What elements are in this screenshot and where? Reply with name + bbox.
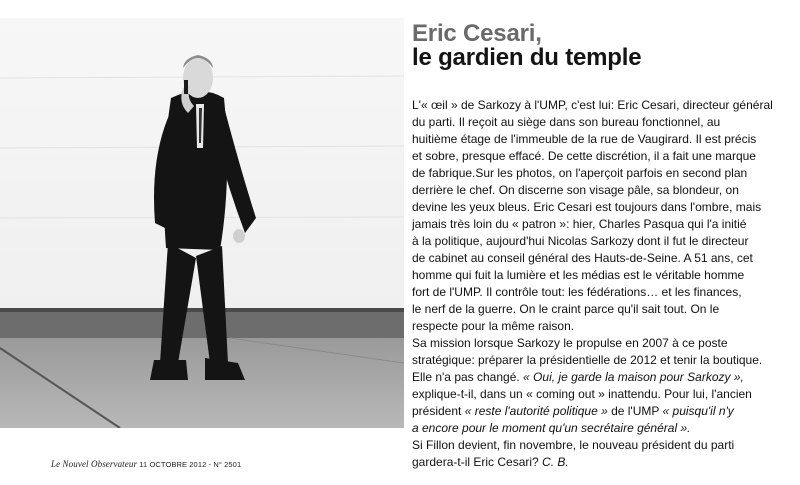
body-line: le nerf de la guerre. On le craint parce qu'il sait tout. On le — [412, 302, 720, 316]
body-line: et sobre, presque effacé. De cette discrétion, il a fait une marque — [412, 149, 756, 163]
title-line-1: Eric Cesari, — [412, 20, 542, 47]
body-text: gardera-t-il Eric Cesari? — [412, 455, 543, 469]
author-initials: C. B. — [542, 455, 569, 469]
body-line: Si Fillon devient, fin novembre, le nouveau président du parti — [412, 438, 735, 452]
body-line — [412, 403, 797, 420]
body-line: de cabinet au conseil général des Hauts-de-Seine. A 51 ans, cet — [412, 251, 753, 265]
body-line — [412, 420, 797, 437]
article-title — [412, 22, 797, 70]
body-line: du parti. Il reçoit au siège dans son bureau fonctionnel, au — [412, 115, 721, 129]
body-line: de fabrique.Sur les photos, on l'aperçoit parfois en second plan — [412, 166, 748, 180]
body-line: jamais très loin du « patron »: hier, Charles Pasqua qui l'a initié — [412, 217, 747, 231]
body-line — [412, 454, 797, 471]
body-line: homme qui fuit la lumière et les médias est le véritable homme — [412, 268, 745, 282]
body-line: explique-t-il, dans un « coming out » inattendu. Pour lui, l'ancien — [412, 387, 752, 401]
quote: « Oui, je garde la maison pour Sarkozy », — [523, 370, 744, 384]
body-line: devine les yeux bleus. Eric Cesari est toujours dans l'ombre, mais — [412, 200, 762, 214]
issue-info: 11 OCTOBRE 2012 - N° 2501 — [137, 460, 242, 469]
body-line: fort de l'UMP. Il contrôle tout: les fédérations… et les finances, — [412, 285, 742, 299]
body-line: stratégique: préparer la présidentielle de 2012 et tenir la boutique. — [412, 353, 763, 367]
body-text: de l'UMP — [607, 404, 663, 418]
quote: a encore pour le moment qu'un secrétaire général ». — [412, 421, 691, 435]
body-line: huitième étage de l'immeuble de la rue de Vaugirard. Il est précis — [412, 132, 757, 146]
body-line — [412, 369, 797, 386]
photo-man-on-phone — [0, 18, 404, 428]
body-line: derrière le chef. On discerne son visage pâle, sa blondeur, on — [412, 183, 739, 197]
quote: « puisqu'il n'y — [662, 404, 734, 418]
body-line: respecte pour la même raison. — [412, 319, 575, 333]
quote: « reste l'autorité politique » — [464, 404, 608, 418]
body-line: Sa mission lorsque Sarkozy le propulse en 2007 à ce poste — [412, 336, 728, 350]
article-body — [412, 97, 797, 471]
body-text: Elle n'a pas changé. — [412, 370, 524, 384]
title-line-2: le gardien du temple — [412, 44, 642, 71]
body-text: président — [412, 404, 465, 418]
article-photo — [0, 18, 404, 428]
article — [412, 22, 797, 471]
page-footer — [51, 459, 241, 469]
magazine-name: Le Nouvel Observateur — [51, 459, 138, 469]
body-line: à la politique, aujourd'hui Nicolas Sarkozy dont il fut le directeur — [412, 234, 749, 248]
body-line: L'« œil » de Sarkozy à l'UMP, c'est lui: Eric Cesari, directeur général — [412, 98, 773, 112]
